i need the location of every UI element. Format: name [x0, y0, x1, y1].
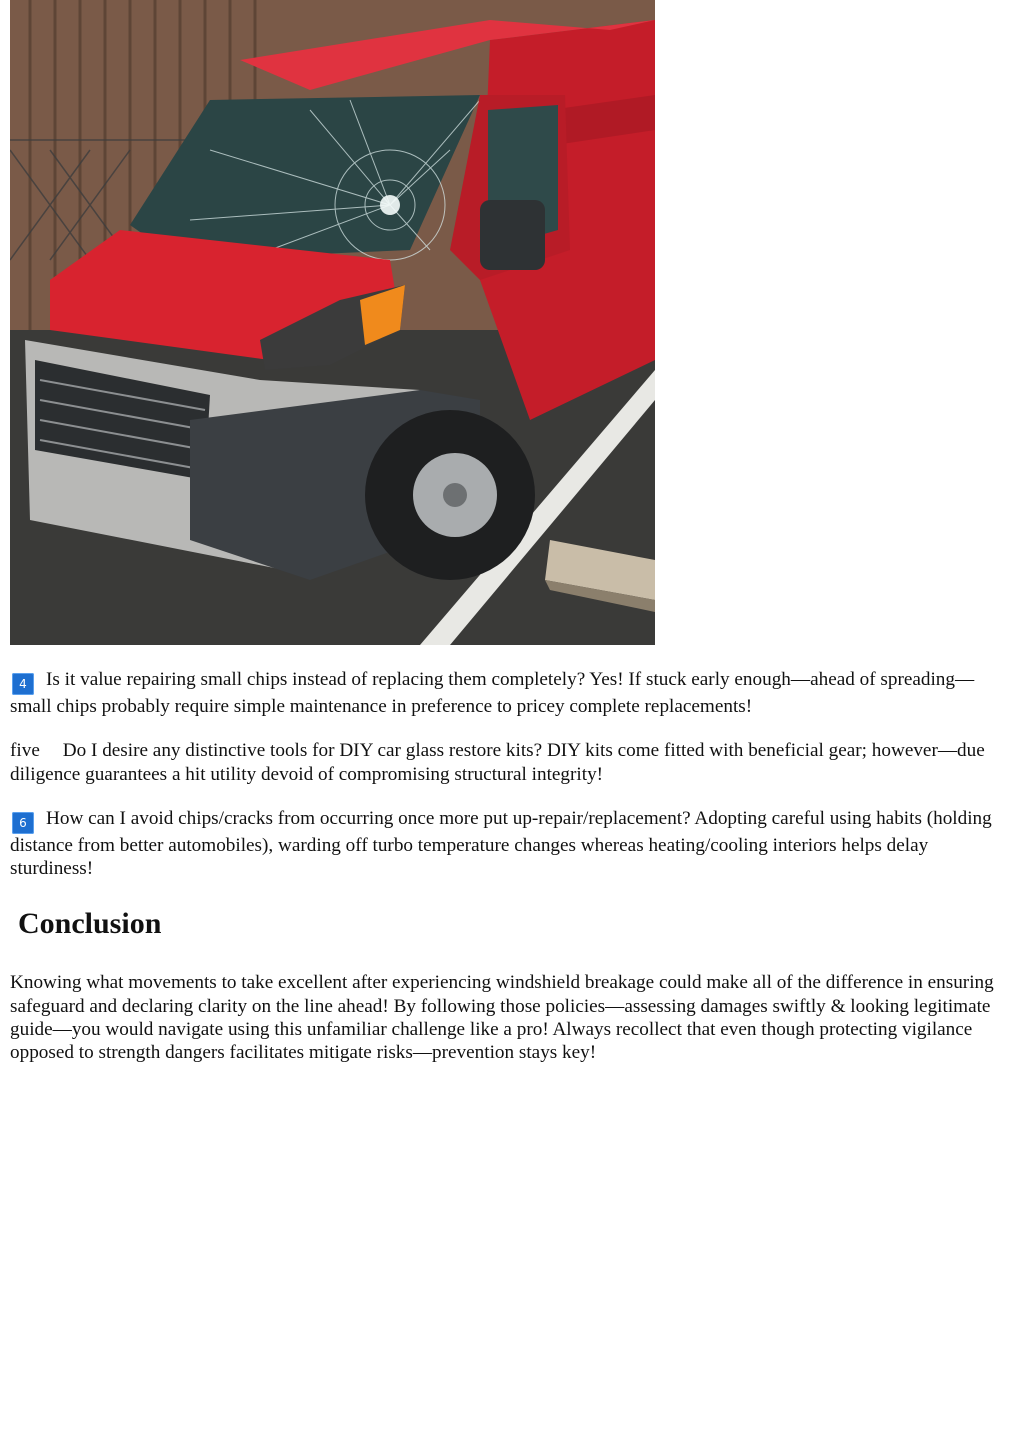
faq-item-4 [10, 668, 1014, 718]
keycap-5-text: five⃣ [10, 740, 55, 762]
faq-item-5 [10, 739, 1014, 786]
faq-text: Do I desire any distinctive tools for DIY car glass restore kits? DIY kits come fitted with beneficial gear; however—due diligence guarantees a hit utility devoid of compromising structural integrity! [10, 740, 985, 785]
faq-item-6 [10, 807, 1014, 881]
van-illustration [10, 0, 655, 645]
faq-text: Is it value repairing small chips instead of replacing them completely? Yes! If stuck early enough—ahead of spreading—small chips probably require simple maintenance in preference to pricey complete replacements! [10, 669, 975, 717]
keycap-4-icon: 4 [12, 673, 34, 695]
keycap-6-icon: 6 [12, 812, 34, 834]
conclusion-heading: Conclusion [18, 907, 162, 941]
faq-text: How can I avoid chips/cracks from occurring once more put up-repair/replacement? Adopting careful using habits (holding distance from better automobiles), warding off turbo temperature changes whereas heating/cooling interiors helps delay sturdiness! [10, 807, 992, 880]
hero-image [10, 0, 655, 645]
article-content [10, 668, 1014, 1065]
conclusion-body: Knowing what movements to take excellent after experiencing windshield breakage could make all of the difference in ensuring safeguard and declaring clarity on the line ahead! By following those policies—assessing damages swiftly & looking legitimate guide—you would navigate using this unfamiliar challenge like a pro! Always recollect that even though protecting vigilance opposed to strength dangers facilitates mitigate risks—prevention stays key! [10, 972, 994, 1064]
